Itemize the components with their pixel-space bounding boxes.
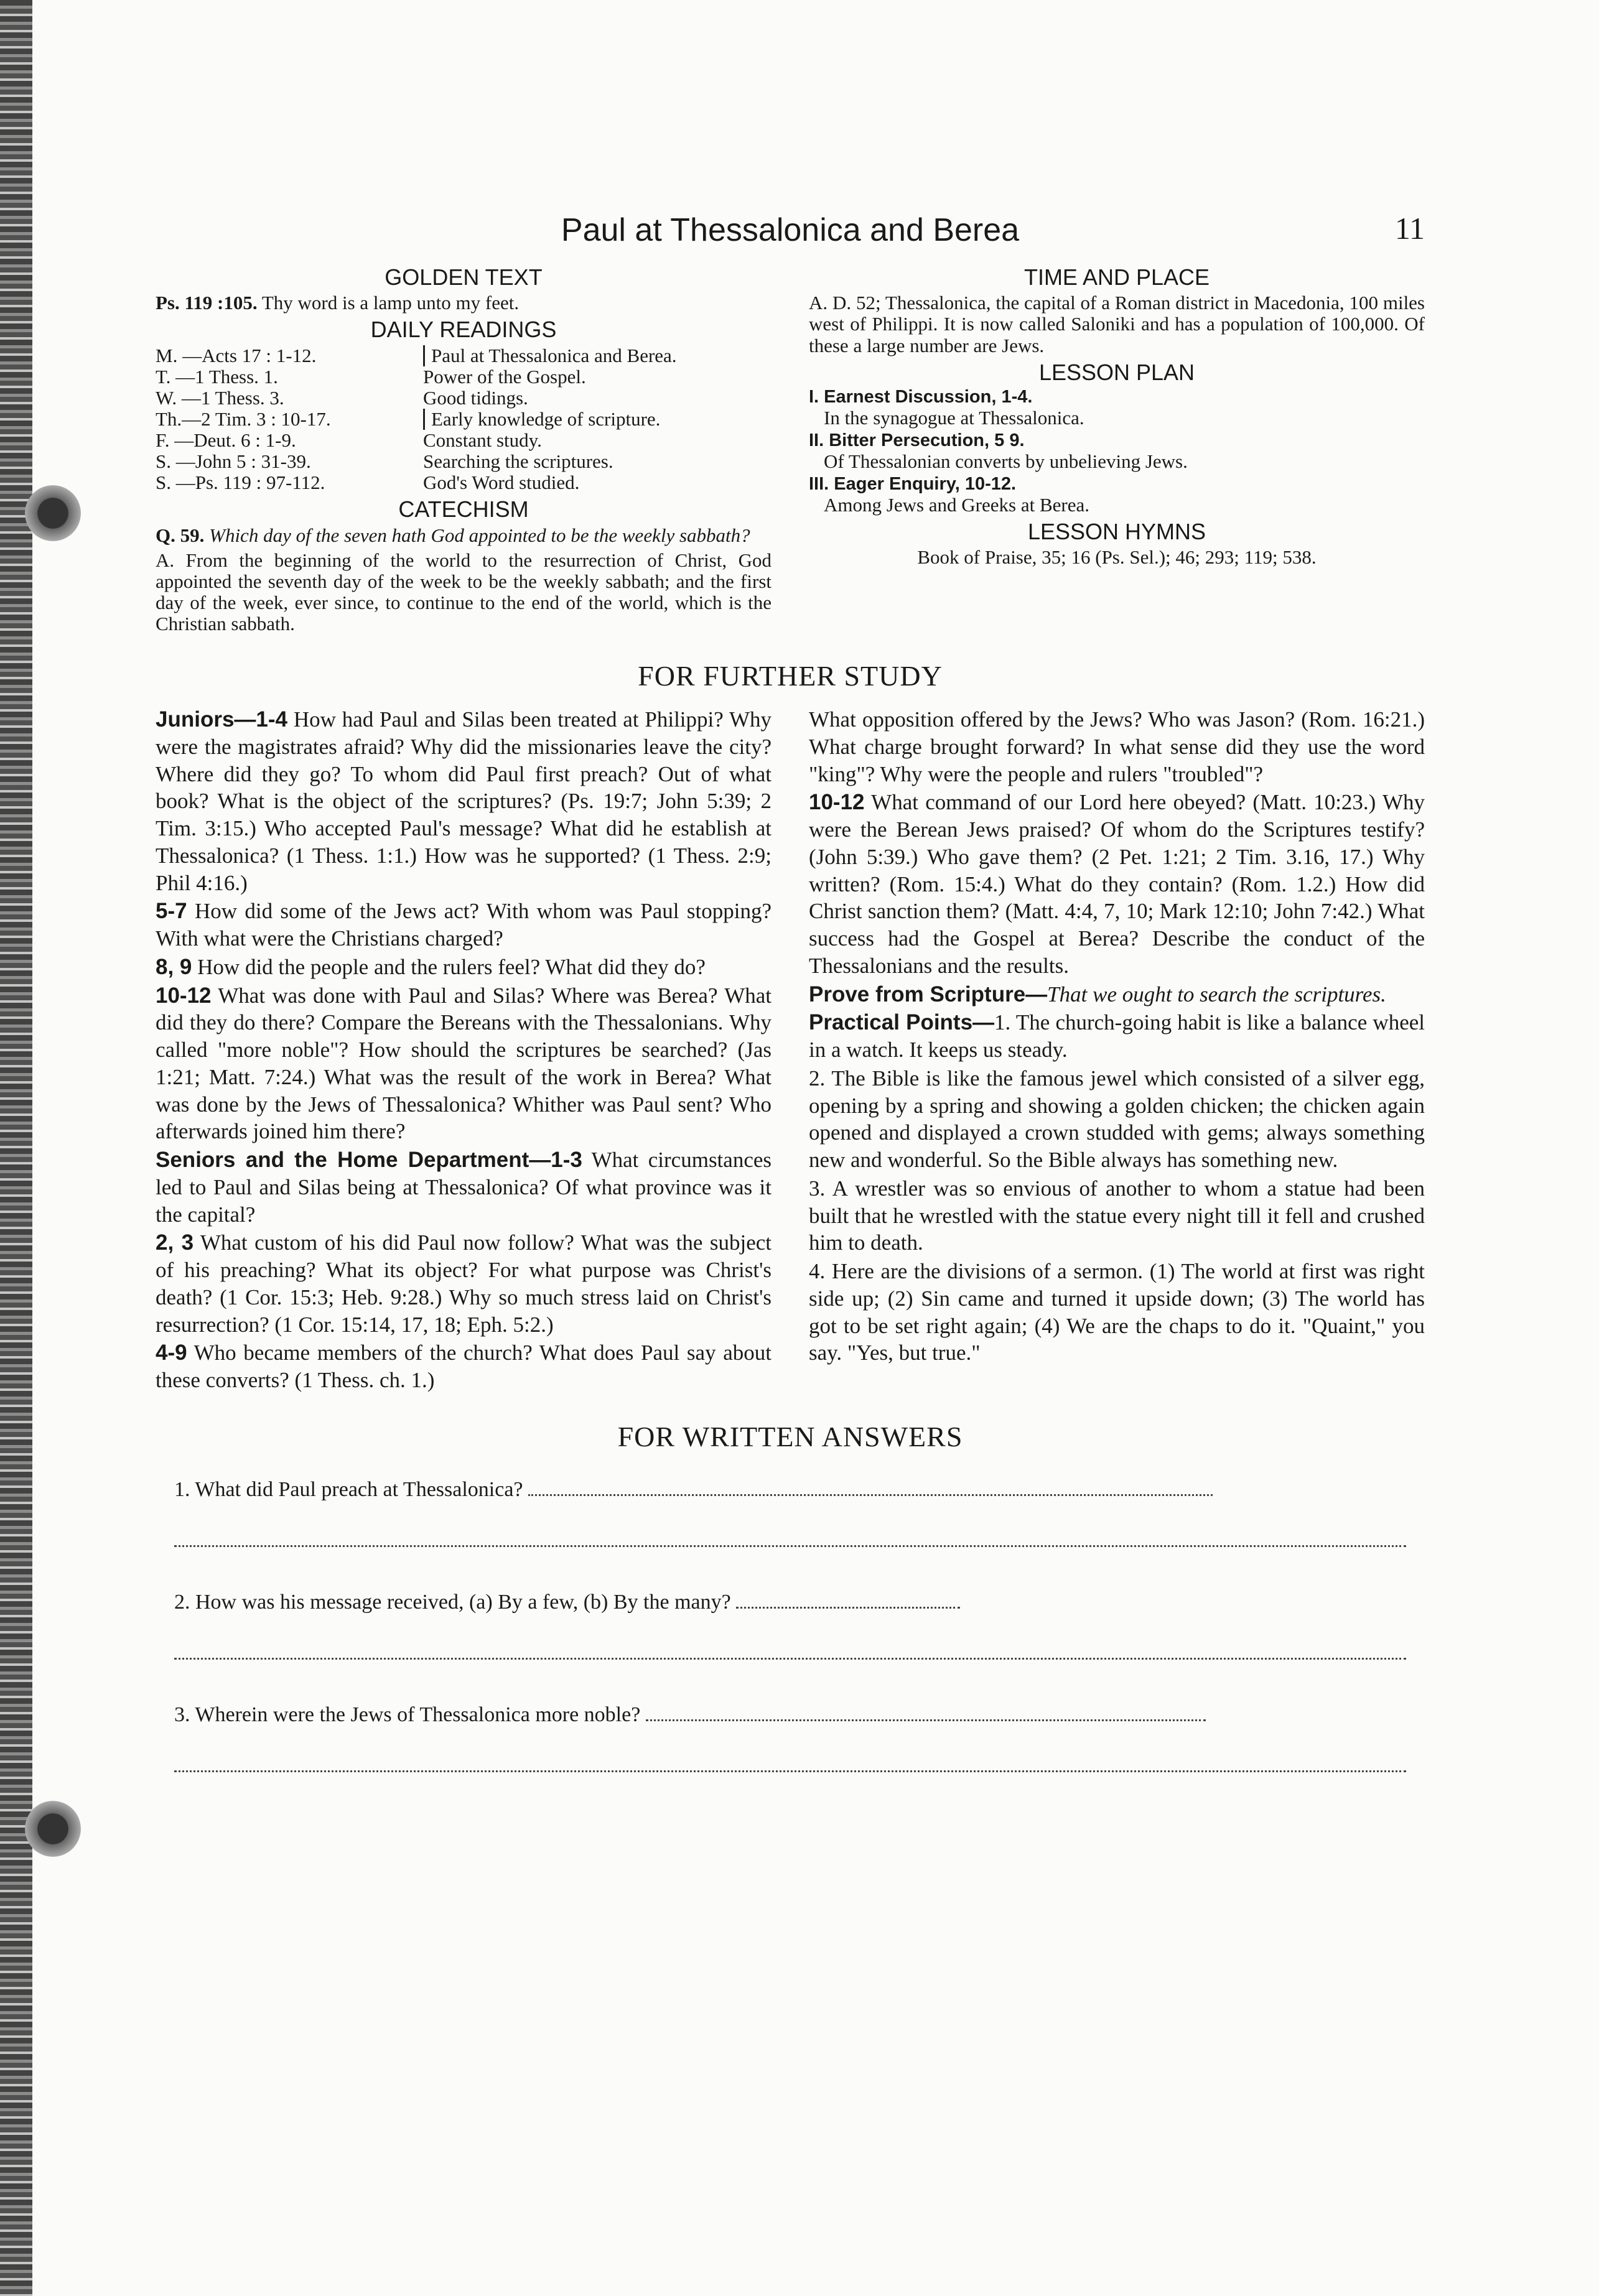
study-lead: Seniors and the Home Department—1-3 — [156, 1148, 582, 1173]
further-study-left — [156, 706, 772, 1395]
study-paragraph — [809, 1175, 1425, 1257]
written-question — [174, 1703, 1425, 1727]
written-question — [174, 1478, 1425, 1502]
study-text: 3. A wrestler was so envious of another to whom a statue had been built that he wrestled with the statue every night till it fell and crushed him to death. — [809, 1176, 1425, 1255]
lesson-info-left — [156, 261, 772, 638]
study-lead: 10-12 — [156, 983, 212, 1008]
lesson-plan-sub: Among Jews and Greeks at Berea. — [824, 493, 1089, 516]
study-text: How had Paul and Silas been treated at Philippi? Why were the magistrates afraid? Why did the missionaries leave the city? Where did they go? To whom did Paul first preach? Out of what book? What is the object of the scriptures? (Ps. 19:7; John 5:39; 2 Tim. 3:15.) Who accepted Paul's message? What did he establish at Thessalonica? (1 Thess. 1:1.) How was he supported? (1 Thess. 2:9; Phil 4:16.) — [156, 707, 772, 895]
study-lead: 8, 9 — [156, 954, 192, 979]
reading-text: Early knowledge of scripture. — [423, 409, 772, 430]
golden-text-body: Thy word is a lamp unto my feet. — [261, 292, 520, 314]
lesson-plan-sub: In the synagogue at Thessalonica. — [824, 406, 1084, 429]
reading-ref: W. —1 Thess. 3. — [156, 386, 284, 409]
study-paragraph — [156, 1339, 772, 1394]
lesson-plan-item: II. Bitter Persecution, 5 9. — [809, 430, 1025, 450]
study-paragraph — [809, 1009, 1425, 1064]
page-title: Paul at Thessalonica and Berea — [561, 212, 1020, 248]
study-lead: 5-7 — [156, 899, 187, 924]
further-study-right — [809, 706, 1425, 1395]
reading-ref: Th.—2 Tim. 3 : 10-17. — [156, 408, 331, 430]
daily-readings-heading: DAILY READINGS — [370, 317, 557, 343]
reading-row — [156, 345, 772, 366]
study-italic: That we ought to search the scriptures. — [1047, 982, 1386, 1006]
study-paragraph — [156, 1229, 772, 1338]
study-paragraph — [809, 981, 1425, 1008]
reading-ref: F. —Deut. 6 : 1-9. — [156, 429, 296, 452]
written-answers — [156, 1478, 1425, 1772]
reading-ref: T. —1 Thess. 1. — [156, 365, 278, 388]
punch-hole — [25, 1801, 81, 1857]
reading-text: Good tidings. — [423, 386, 528, 409]
answer-line[interactable] — [174, 1639, 1406, 1660]
lesson-info — [156, 261, 1425, 638]
answer-line[interactable] — [174, 1752, 1406, 1772]
study-paragraph — [156, 706, 772, 896]
reading-row — [156, 430, 772, 451]
reading-ref: M. —Acts 17 : 1-12. — [156, 344, 317, 366]
study-text: How did some of the Jews act? With whom was Paul stopping? With what were the Christians charged? — [156, 899, 772, 951]
page-number: 11 — [1394, 211, 1425, 246]
study-text: 2. The Bible is like the famous jewel which consisted of a silver egg, opening by a spring and showing a golden chicken; the chicken again opened and displayed a crown studded with gems; always something new and wonderful. So the Bible always has something new. — [809, 1066, 1425, 1173]
study-paragraph — [809, 706, 1425, 788]
written-question — [174, 1591, 1425, 1614]
study-lead: 2, 3 — [156, 1230, 194, 1255]
study-text: What circumstances led to Paul and Silas being at Thessalonica? Of what province was it the capital? — [156, 1148, 772, 1227]
further-study-heading: FOR FURTHER STUDY — [638, 660, 943, 692]
catechism-answer: A. From the beginning of the world to the resurrection of Christ, God appointed the seventh day of the week to be the weekly sabbath; and the first day of the week, ever since, to continue to the end of the world, which is the Christian sabbath. — [156, 549, 772, 635]
lesson-plan-heading: LESSON PLAN — [1038, 359, 1195, 385]
lesson-plan-list — [809, 388, 1425, 516]
written-question-text: 3. Wherein were the Jews of Thessalonica more noble? — [174, 1703, 641, 1726]
golden-text-ref: Ps. 119 :105. — [156, 292, 258, 314]
study-lead: Practical Points— — [809, 1010, 995, 1035]
study-lead: Juniors—1-4 — [156, 707, 287, 732]
answer-line[interactable] — [646, 1714, 1206, 1721]
page — [156, 205, 1425, 1772]
study-text: 1. The church-going habit is like a balance wheel in a watch. It keeps us steady. — [809, 1010, 1425, 1062]
golden-text — [156, 292, 772, 314]
study-lead: Prove from Scripture— — [809, 982, 1048, 1006]
reading-ref: S. —Ps. 119 : 97-112. — [156, 472, 325, 494]
study-lead: 4-9 — [156, 1341, 187, 1365]
catechism-heading: CATECHISM — [398, 496, 529, 523]
written-question-text: 2. How was his message received, (a) By a few, (b) By the many? — [174, 1590, 731, 1614]
study-paragraph — [156, 954, 772, 981]
reading-ref: S. —John 5 : 31-39. — [156, 450, 311, 473]
golden-text-heading: GOLDEN TEXT — [385, 264, 543, 290]
catechism-question — [156, 525, 772, 546]
study-paragraph — [156, 898, 772, 952]
lesson-plan-item: III. Eager Enquiry, 10-12. — [809, 473, 1017, 494]
lesson-plan-sub: Of Thessalonian converts by unbelieving Jews. — [824, 450, 1188, 472]
study-lead: 10-12 — [809, 790, 865, 815]
answer-line[interactable] — [174, 1527, 1406, 1547]
study-paragraph — [156, 1146, 772, 1228]
study-text: What was done with Paul and Silas? Where was Berea? What did they do there? Compare the Bereans with the Thessalonians. Why called "more noble"? How should the scriptures be searched? (Jas 1:21; Matt. 7:24.) What was the result of the work in Berea? What was done by the Jews of Thessalonica? Whither was Paul sent? Who afterwards joined him there? — [156, 983, 772, 1144]
catechism-question-text: Which day of the seven hath God appointed to be the weekly sabbath? — [209, 524, 750, 546]
reading-row — [156, 451, 772, 472]
reading-row — [156, 388, 772, 409]
reading-row — [156, 409, 772, 430]
study-text: What opposition offered by the Jews? Who was Jason? (Rom. 16:21.) What charge brought forward? In what sense did they use the word "king"? Why were the people and rulers "troubled"? — [809, 707, 1425, 786]
answer-line[interactable] — [736, 1602, 960, 1609]
lesson-info-right — [809, 261, 1425, 638]
lesson-plan-item: I. Earnest Discussion, 1-4. — [809, 386, 1033, 407]
reading-text: Paul at Thessalonica and Berea. — [423, 345, 772, 366]
time-place-text: A. D. 52; Thessalonica, the capital of a Roman district in Macedonia, 100 miles west of Philippi. It is now called Saloniki and has a population of 100,000. Of these a large number are Jews. — [809, 292, 1425, 356]
reading-text: Searching the scriptures. — [423, 450, 613, 473]
lesson-hymns-heading: LESSON HYMNS — [1027, 518, 1206, 544]
lesson-hymns-text: Book of Praise, 35; 16 (Ps. Sel.); 46; 293; 119; 538. — [917, 546, 1317, 569]
further-study — [156, 706, 1425, 1395]
written-answers-heading: FOR WRITTEN ANSWERS — [617, 1420, 963, 1452]
page-header — [156, 205, 1425, 261]
reading-text: Power of the Gospel. — [423, 365, 586, 388]
answer-line[interactable] — [528, 1489, 1213, 1496]
study-paragraph — [809, 789, 1425, 979]
study-paragraph — [809, 1065, 1425, 1174]
study-paragraph — [156, 982, 772, 1146]
study-text: Who became members of the church? What does Paul say about these converts? (1 Thess. ch. 1.) — [156, 1341, 772, 1393]
study-text: How did the people and the rulers feel? What did they do? — [192, 954, 706, 979]
study-text: What custom of his did Paul now follow? What was the subject of his preaching? What its object? For what purpose was Christ's death? (1 Cor. 15:3; Heb. 9:28.) Why so much stress laid on Christ's resurrection? (1 Cor. 15:14, 17, 18; Eph. 5:2.) — [156, 1230, 772, 1337]
catechism-number: Q. 59. — [156, 524, 205, 546]
reading-row — [156, 472, 772, 493]
written-question-text: 1. What did Paul preach at Thessalonica? — [174, 1477, 523, 1501]
book-binding-edge — [0, 0, 32, 2296]
time-place-heading: TIME AND PLACE — [1023, 264, 1210, 290]
reading-row — [156, 366, 772, 388]
reading-text: Constant study. — [423, 429, 542, 452]
punch-hole — [25, 485, 81, 541]
reading-text: God's Word studied. — [423, 472, 580, 494]
daily-readings-list — [156, 345, 772, 494]
study-paragraph — [809, 1258, 1425, 1367]
study-text: What command of our Lord here obeyed? (Matt. 10:23.) Why were the Berean Jews praised? Of whom do the Scriptures testify? (John 5:39.) Who gave them? (2 Pet. 1:21; 2 Tim. 3.16, 17.) Why written? (Rom. 15:4.) What do they contain? (Rom. 1.2.) How did Christ sanction them? (Matt. 4:4, 7, 10; Mark 12:10; John 7:42.) What success had the Gospel at Berea? Describe the conduct of the Thessalonians and the results. — [809, 790, 1425, 978]
study-text: 4. Here are the divisions of a sermon. (1) The world at first was right side up; (2) Sin came and turned it upside down; (3) The world has got to be set right again; (4) We are the chaps to do it. "Quaint," you say. "Yes, but true." — [809, 1259, 1425, 1365]
